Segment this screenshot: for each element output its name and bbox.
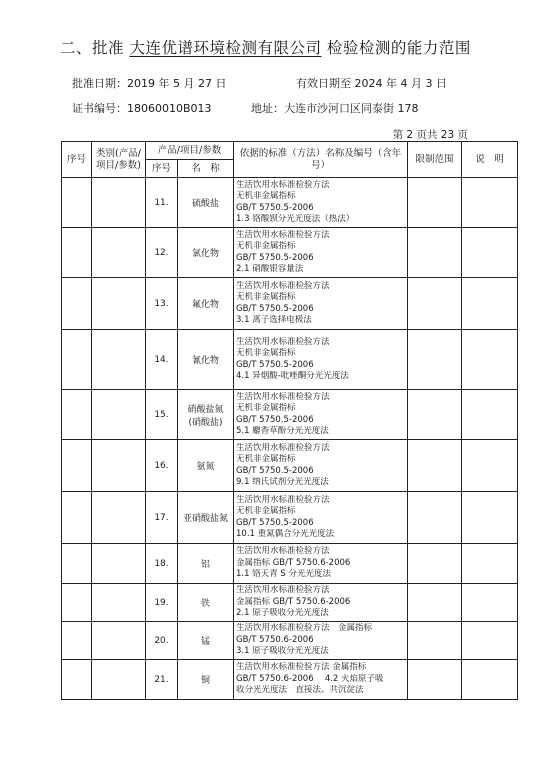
note-cell [462, 178, 518, 228]
limit-cell [408, 440, 462, 492]
limit-cell [408, 544, 462, 584]
row-number: 17. [146, 492, 178, 544]
table-row [62, 622, 518, 660]
item-name: 铁 [178, 584, 234, 622]
lab-name: 大连优谱环境检测有限公司 [129, 39, 322, 57]
note-cell [462, 492, 518, 544]
note-cell [462, 278, 518, 330]
header-standard: 依据的标准（方法）名称及编号（含年号） [234, 142, 408, 178]
item-name: 硫酸盐 [178, 178, 234, 228]
row-number: 11. [146, 178, 178, 228]
standard-text: 生活饮用水标准检验方法 无机非金属指标 GB/T 5750.5-2006 3.1 离子选择电极法 [234, 278, 408, 330]
note-cell [462, 440, 518, 492]
table-row [62, 330, 518, 390]
table-row [62, 544, 518, 584]
address-label: 地址： [251, 102, 284, 115]
item-name: 亚硝酸盐氮 [178, 492, 234, 544]
standard-text: 生活饮用水标准检验方法 无机非金属指标 GB/T 5750.5-2006 4.1 异烟酸-吡唑酮分光光度法 [234, 330, 408, 390]
note-cell [462, 622, 518, 660]
address [251, 100, 419, 116]
limit-cell [408, 622, 462, 660]
note-cell [462, 330, 518, 390]
limit-cell [408, 228, 462, 278]
standard-text: 生活饮用水标准检验方法 无机非金属指标 GB/T 5750.5-2006 2.1 硝酸银容量法 [234, 228, 408, 278]
note-cell [462, 390, 518, 440]
table-row [62, 660, 518, 700]
standard-text: 生活饮用水标准检验方法 金属指标 GB/T 5750.6-2006 1.1 铬天青 S 分光光度法 [234, 544, 408, 584]
row-number: 20. [146, 622, 178, 660]
row-number: 13. [146, 278, 178, 330]
capability-table [61, 141, 518, 700]
limit-cell [408, 390, 462, 440]
cert-label: 证书编号： [72, 102, 127, 115]
table-row [62, 278, 518, 330]
valid-date-label: 有效日期至 [296, 77, 355, 90]
row-number: 12. [146, 228, 178, 278]
item-name: 氯化物 [178, 228, 234, 278]
approval-date-label: 批准日期： [72, 77, 127, 90]
item-name: 氰化物 [178, 330, 234, 390]
table-row [62, 440, 518, 492]
row-number: 14. [146, 330, 178, 390]
limit-cell [408, 584, 462, 622]
row-number: 21. [146, 660, 178, 700]
note-cell [462, 228, 518, 278]
limit-cell [408, 278, 462, 330]
certificate-number [72, 100, 212, 116]
table-row [62, 584, 518, 622]
limit-cell [408, 492, 462, 544]
table-row [62, 228, 518, 278]
header-limit: 限制范围 [408, 142, 462, 178]
row-number: 18. [146, 544, 178, 584]
item-name: 硝酸盐氮 (硝酸盐) [178, 390, 234, 440]
valid-date [296, 75, 447, 91]
limit-cell [408, 178, 462, 228]
table-row [62, 492, 518, 544]
header-product-group: 产品/项目/参数 [146, 142, 234, 160]
standard-text: 生活饮用水标准检验方法 金属指标 GB/T 5750.6-2006 4.2 火焰原子吸 收分光光度法 直接法、共沉淀法 [234, 660, 408, 700]
standard-text: 生活饮用水标准检验方法 无机非金属指标 GB/T 5750.5-2006 5.1 麝香草酚分光光度法 [234, 390, 408, 440]
header-seq: 序号 [62, 142, 92, 178]
limit-cell [408, 660, 462, 700]
header-name: 名 称 [178, 160, 234, 178]
limit-cell [408, 330, 462, 390]
standard-text: 生活饮用水标准检验方法 无机非金属指标 GB/T 5750.5-2006 9.1 纳氏试剂分光光度法 [234, 440, 408, 492]
header-note: 说 明 [462, 142, 518, 178]
item-name: 铜 [178, 660, 234, 700]
valid-date-value: 2024 年 4 月 3 日 [354, 77, 447, 90]
row-number: 16. [146, 440, 178, 492]
header-sub-seq: 序号 [146, 160, 178, 178]
standard-text: 生活饮用水标准检验方法 金属指标 GB/T 5750.6-2006 2.1 原子吸收分光光度法 [234, 584, 408, 622]
note-cell [462, 660, 518, 700]
standard-text: 生活饮用水标准检验方法 无机非金属指标 GB/T 5750.5-2006 1.3 铬酸钡分光光度法（热法） [234, 178, 408, 228]
document-title [60, 36, 471, 58]
table-row [62, 178, 518, 228]
header-category: 类别(产品/项目/参数) [92, 142, 146, 178]
item-name: 铝 [178, 544, 234, 584]
item-name: 锰 [178, 622, 234, 660]
standard-text: 生活饮用水标准检验方法 金属指标 GB/T 5750.6-2006 3.1 原子吸收分光光度法 [234, 622, 408, 660]
table-row [62, 390, 518, 440]
note-cell [462, 584, 518, 622]
row-number: 15. [146, 390, 178, 440]
address-value: 大连市沙河口区同泰街 178 [284, 102, 419, 115]
table-header-row [62, 142, 518, 160]
title-suffix: 检验检测的能力范围 [321, 39, 471, 57]
approval-date-value: 2019 年 5 月 27 日 [127, 77, 227, 90]
approval-date [72, 75, 226, 91]
item-name: 氟化物 [178, 278, 234, 330]
page-number: 第 2 页共 23 页 [392, 129, 468, 141]
standard-text: 生活饮用水标准检验方法 无机非金属指标 GB/T 5750.5-2006 10.1 重氮偶合分光光度法 [234, 492, 408, 544]
note-cell [462, 544, 518, 584]
cert-value: 18060010B013 [127, 102, 212, 115]
row-number: 19. [146, 584, 178, 622]
item-name: 氨氮 [178, 440, 234, 492]
title-prefix: 二、批准 [60, 39, 130, 57]
